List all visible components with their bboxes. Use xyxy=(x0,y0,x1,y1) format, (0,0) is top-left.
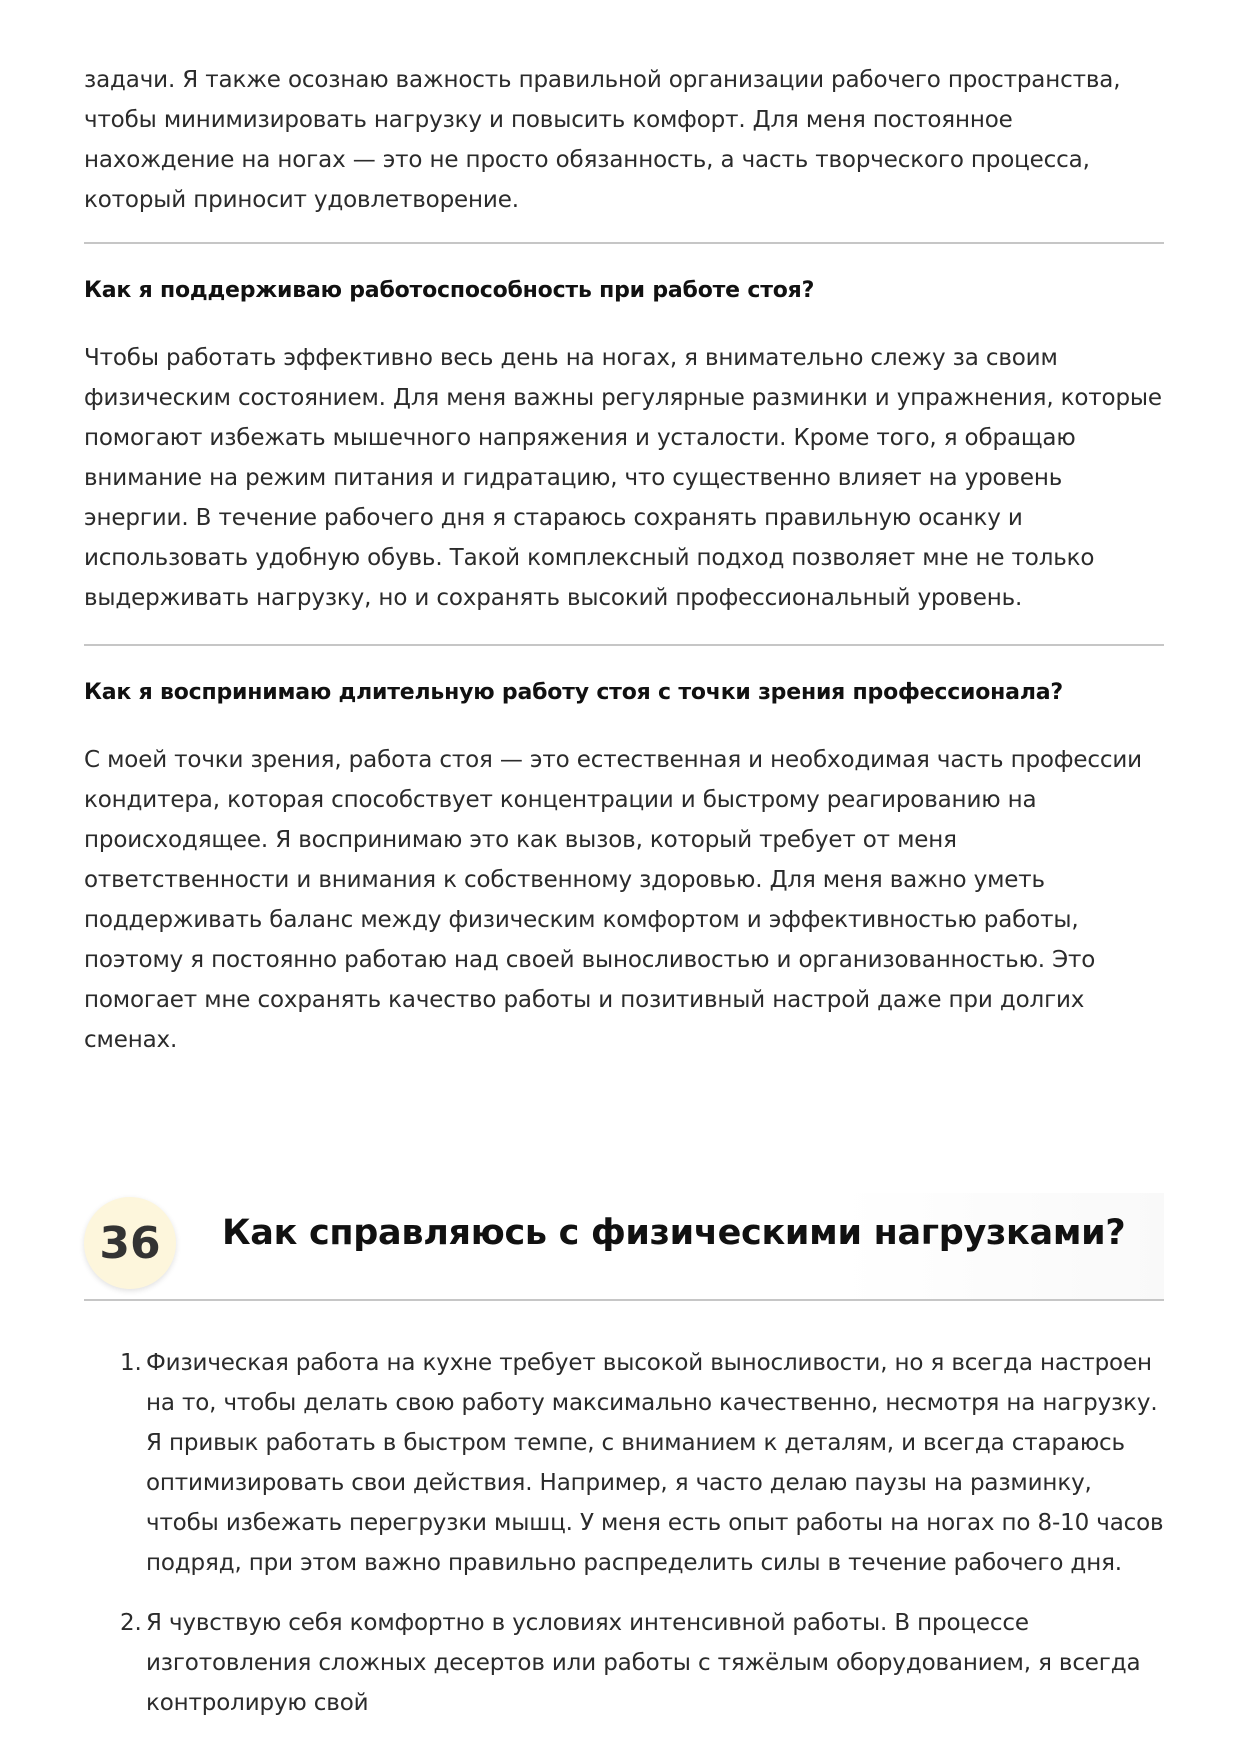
list-item-number: 1. xyxy=(120,1350,142,1376)
list-item-text: Я чувствую себя комфортно в условиях интенсивной работы. В процессе изготовления сложных десертов или работы с тяжёлым оборудованием, я всегда контролирую свой xyxy=(146,1610,1141,1716)
section-title: Как справляюсь с физическими нагрузками? xyxy=(222,1213,1126,1253)
list-item xyxy=(84,1343,1164,1583)
list-item-number: 2. xyxy=(120,1610,142,1636)
list-item xyxy=(84,1603,1164,1723)
divider xyxy=(84,242,1164,244)
question-answer: Чтобы работать эффективно весь день на ногах, я внимательно слежу за своим физическим состоянием. Для меня важны регулярные разминки и упражнения, которые помогают избежать мышечного напряжения и усталости. Кроме того, я обращаю внимание на режим питания и гидратацию, что существенно влияет на уровень энергии. В течение рабочего дня я стараюсь сохранять правильную осанку и использовать удобную обувь. Такой комплексный подход позволяет мне не только выдерживать нагрузку, но и сохранять высокий профессиональный уровень. xyxy=(84,345,1162,611)
answer-list xyxy=(84,1343,1164,1743)
section-number-badge: 36 xyxy=(84,1197,176,1289)
question-heading: Как я поддерживаю работоспособность при работе стоя? xyxy=(84,278,815,303)
question-heading: Как я воспринимаю длительную работу стоя с точки зрения профессионала? xyxy=(84,680,1063,705)
divider xyxy=(84,644,1164,646)
list-item-text: Физическая работа на кухне требует высокой выносливости, но я всегда настроен на то, чтобы делать свою работу максимально качественно, несмотря на нагрузку. Я привык работать в быстром темпе, с вниманием к деталям, и всегда стараюсь оптимизировать свои действия. Например, я часто делаю паузы на разминку, чтобы избежать перегрузки мышц. У меня есть опыт работы на ногах по 8-10 часов подряд, при этом важно правильно распределить силы в течение рабочего дня. xyxy=(146,1350,1164,1576)
question-answer: С моей точки зрения, работа стоя — это естественная и необходимая часть профессии кондитера, которая способствует концентрации и быстрому реагированию на происходящее. Я воспринимаю это как вызов, который требует от меня ответственности и внимания к собственному здоровью. Для меня важно уметь поддерживать баланс между физическим комфортом и эффективностью работы, поэтому я постоянно работаю над своей выносливостью и организованностью. Это помогает мне сохранять качество работы и позитивный настрой даже при долгих сменах. xyxy=(84,747,1142,1053)
section-header xyxy=(84,1193,1164,1301)
section-divider xyxy=(84,1299,1164,1301)
intro-paragraph: задачи. Я также осознаю важность правильной организации рабочего пространства, чтобы минимизировать нагрузку и повысить комфорт. Для меня постоянное нахождение на ногах — это не просто обязанность, а часть творческого процесса, который приносит удовлетворение. xyxy=(84,67,1121,213)
